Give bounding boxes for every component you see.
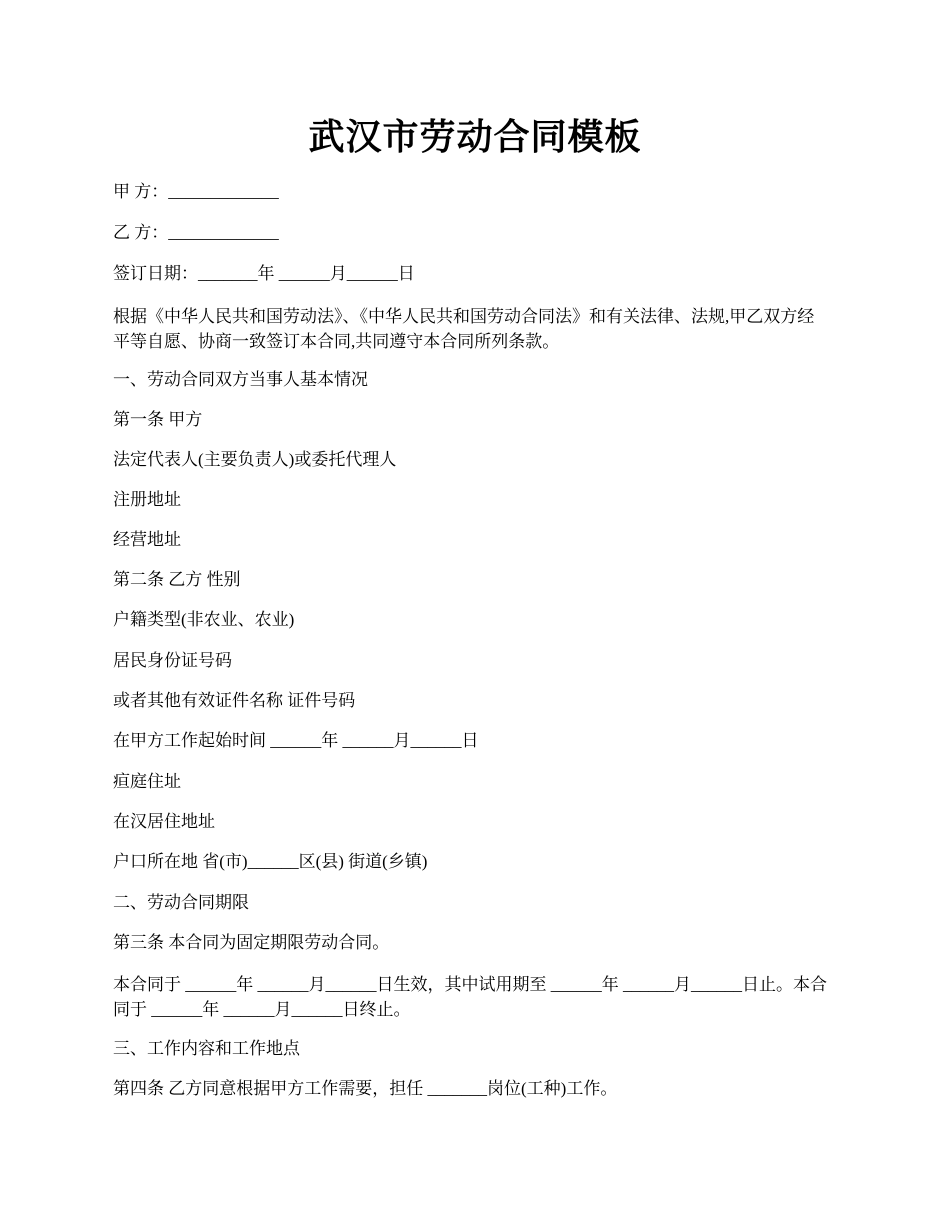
section-2-heading: 二、劳动合同期限 — [113, 893, 249, 912]
household-type-line: 户籍类型(非农业、农业) — [113, 610, 295, 629]
article-4-line: 第四条 乙方同意根据甲方工作需要，担任 _______岗位(工种)工作。 — [113, 1079, 618, 1098]
id-number-line: 居民身份证号码 — [113, 651, 232, 670]
contract-term-paragraph: 本合同于 ______年 ______月______日生效，其中试用期至 ______年 ______月______日止。本合同于 ______年 ______月______日终止。 — [113, 975, 827, 1019]
section-3-heading: 三、工作内容和工作地点 — [113, 1039, 300, 1058]
party-a-line: 甲 方：_____________ — [113, 182, 279, 201]
registered-address-line: 注册地址 — [113, 490, 181, 509]
wuhan-address-line: 在汉居住地址 — [113, 812, 215, 831]
home-address-line: 疸庭住址 — [113, 772, 181, 791]
section-1-heading: 一、劳动合同双方当事人基本情况 — [113, 370, 368, 389]
signing-date-line: 签订日期：_______年 ______月______日 — [113, 264, 415, 283]
article-2-line: 第二条 乙方 性别 — [113, 570, 241, 589]
start-date-line: 在甲方工作起始时间 ______年 ______月______日 — [113, 731, 479, 750]
preamble-paragraph: 根据《中华人民共和国劳动法》、《中华人民共和国劳动合同法》和有关法律、法规,甲乙双方经平等自愿、协商一致签订本合同,共同遵守本合同所列条款。 — [113, 307, 815, 351]
hukou-location-line: 户口所在地 省(市)______区(县) 街道(乡镇) — [113, 852, 428, 871]
party-b-line: 乙 方：_____________ — [113, 223, 279, 242]
legal-representative-line: 法定代表人(主要负责人)或委托代理人 — [113, 450, 397, 469]
business-address-line: 经营地址 — [113, 530, 181, 549]
document-title: 武汉市劳动合同模板 — [308, 117, 642, 157]
article-3-line: 第三条 本合同为固定期限劳动合同。 — [113, 933, 390, 952]
other-id-line: 或者其他有效证件名称 证件号码 — [113, 691, 356, 710]
article-1-line: 第一条 甲方 — [113, 410, 203, 429]
